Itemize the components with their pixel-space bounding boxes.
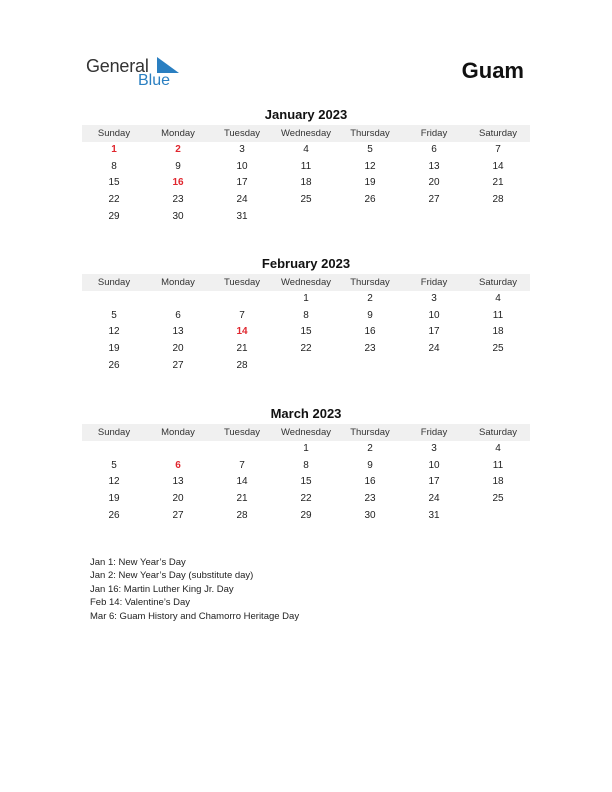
day-cell: 13 xyxy=(172,326,184,338)
day-cell: 29 xyxy=(108,210,120,222)
weekday-label: Tuesday xyxy=(223,128,261,139)
day-cell: 20 xyxy=(428,177,440,189)
day-cell: 7 xyxy=(239,459,245,471)
day-cell: 21 xyxy=(236,343,248,355)
day-cell: 16 xyxy=(172,177,184,189)
day-cell: 16 xyxy=(364,326,376,338)
weekday-label: Saturday xyxy=(478,277,518,288)
day-cell: 7 xyxy=(495,144,501,155)
day-cell: 17 xyxy=(428,476,440,488)
day-cell: 5 xyxy=(367,144,373,155)
day-cell: 6 xyxy=(431,144,437,155)
holiday-item: Jan 16: Martin Luther King Jr. Day xyxy=(90,583,234,595)
day-cell: 5 xyxy=(111,459,117,471)
day-cell: 10 xyxy=(428,309,440,321)
month-title: January 2023 xyxy=(264,107,348,122)
day-cell: 4 xyxy=(495,443,501,454)
day-cell: 15 xyxy=(108,177,120,189)
day-cell: 25 xyxy=(300,194,312,206)
day-cell: 11 xyxy=(492,459,504,471)
empty-day-cell xyxy=(210,441,274,458)
month-march xyxy=(82,406,530,524)
empty-day-cell xyxy=(466,358,530,375)
day-cell: 23 xyxy=(172,194,184,206)
empty-day-cell xyxy=(338,209,402,226)
day-cell: 19 xyxy=(364,177,376,189)
day-cell: 10 xyxy=(428,459,440,471)
day-cell: 7 xyxy=(239,309,245,321)
empty-day-cell xyxy=(402,209,466,226)
day-cell: 28 xyxy=(236,359,248,371)
day-cell: 1 xyxy=(303,443,309,454)
day-cell: 16 xyxy=(364,476,376,488)
weekday-label: Thursday xyxy=(350,277,390,288)
weekday-label: Monday xyxy=(161,277,195,288)
logo-blue-text: Blue xyxy=(138,72,171,89)
weekday-label: Monday xyxy=(161,427,195,438)
day-cell: 14 xyxy=(236,326,248,338)
country-title: Guam xyxy=(461,58,524,83)
day-cell: 20 xyxy=(172,493,184,505)
day-cell: 26 xyxy=(108,359,120,371)
day-cell: 27 xyxy=(428,194,440,206)
empty-day-cell xyxy=(82,441,146,458)
day-cell: 29 xyxy=(300,509,312,521)
day-cell: 12 xyxy=(108,476,120,488)
holiday-item: Jan 2: New Year’s Day (substitute day) xyxy=(90,570,254,582)
day-cell: 10 xyxy=(236,160,248,172)
weekday-label: Sunday xyxy=(97,128,131,139)
weekday-label: Friday xyxy=(420,128,448,139)
day-cell: 20 xyxy=(172,343,184,355)
holiday-item: Jan 1: New Year’s Day xyxy=(90,557,186,568)
empty-day-cell xyxy=(338,358,402,375)
weekday-header xyxy=(82,125,530,142)
month-january xyxy=(82,107,530,225)
day-cell: 13 xyxy=(428,160,440,172)
weekday-label: Sunday xyxy=(97,277,131,288)
day-cell: 11 xyxy=(492,309,504,321)
day-cell: 11 xyxy=(300,160,312,172)
day-cell: 31 xyxy=(428,509,440,521)
day-cell: 8 xyxy=(111,160,117,172)
month-february xyxy=(82,256,530,374)
weekday-label: Sunday xyxy=(97,427,131,438)
day-cell: 9 xyxy=(367,309,373,321)
weekday-label: Saturday xyxy=(478,128,518,139)
day-grid xyxy=(82,291,530,374)
holiday-list xyxy=(90,556,299,623)
holiday-item: Feb 14: Valentine’s Day xyxy=(90,597,190,609)
day-cell: 26 xyxy=(364,194,376,206)
day-cell: 28 xyxy=(236,509,248,521)
holiday-item: Mar 6: Guam History and Chamorro Heritage Day xyxy=(90,610,300,622)
day-grid xyxy=(82,441,530,524)
day-cell: 30 xyxy=(172,210,184,222)
day-cell: 23 xyxy=(364,493,376,505)
day-cell: 2 xyxy=(175,144,181,155)
day-cell: 4 xyxy=(303,144,309,155)
day-cell: 27 xyxy=(172,509,184,521)
day-cell: 12 xyxy=(364,160,376,172)
day-cell: 26 xyxy=(108,509,120,521)
weekday-label: Wednesday xyxy=(281,427,331,438)
day-cell: 9 xyxy=(175,160,181,172)
generalblue-logo xyxy=(86,54,196,94)
empty-day-cell xyxy=(466,508,530,525)
day-cell: 21 xyxy=(236,493,248,505)
day-cell: 3 xyxy=(239,144,245,155)
day-cell: 17 xyxy=(236,177,248,189)
weekday-label: Wednesday xyxy=(281,128,331,139)
day-cell: 13 xyxy=(172,476,184,488)
empty-day-cell xyxy=(210,291,274,308)
day-cell: 5 xyxy=(111,309,117,321)
day-cell: 14 xyxy=(236,476,248,488)
day-cell: 24 xyxy=(428,493,440,505)
day-cell: 24 xyxy=(428,343,440,355)
weekday-label: Saturday xyxy=(478,427,518,438)
empty-day-cell xyxy=(402,358,466,375)
day-cell: 21 xyxy=(492,177,504,189)
empty-day-cell xyxy=(466,209,530,226)
day-cell: 18 xyxy=(492,326,504,338)
day-cell: 25 xyxy=(492,493,504,505)
day-cell: 14 xyxy=(492,160,504,172)
day-cell: 19 xyxy=(108,493,120,505)
empty-day-cell xyxy=(274,209,338,226)
day-cell: 18 xyxy=(300,177,312,189)
day-cell: 8 xyxy=(303,459,309,471)
day-cell: 2 xyxy=(367,443,373,454)
weekday-label: Wednesday xyxy=(281,277,331,288)
day-cell: 23 xyxy=(364,343,376,355)
day-cell: 24 xyxy=(236,194,248,206)
logo-triangle-icon xyxy=(157,57,179,73)
weekday-label: Thursday xyxy=(350,128,390,139)
day-cell: 15 xyxy=(300,476,312,488)
day-grid xyxy=(82,142,530,225)
day-cell: 19 xyxy=(108,343,120,355)
day-cell: 9 xyxy=(367,459,373,471)
day-cell: 6 xyxy=(175,309,181,321)
weekday-header xyxy=(82,424,530,441)
day-cell: 1 xyxy=(111,144,117,155)
month-title: March 2023 xyxy=(270,406,342,421)
weekday-label: Tuesday xyxy=(223,277,261,288)
day-cell: 22 xyxy=(300,493,312,505)
day-cell: 4 xyxy=(495,293,501,304)
empty-day-cell xyxy=(146,441,210,458)
day-cell: 27 xyxy=(172,359,184,371)
day-cell: 22 xyxy=(108,194,120,206)
weekday-label: Friday xyxy=(420,427,448,438)
day-cell: 2 xyxy=(367,293,373,304)
day-cell: 31 xyxy=(236,210,248,222)
weekday-header xyxy=(82,274,530,291)
day-cell: 15 xyxy=(300,326,312,338)
empty-day-cell xyxy=(274,358,338,375)
day-cell: 3 xyxy=(431,443,437,454)
day-cell: 6 xyxy=(175,459,181,471)
day-cell: 3 xyxy=(431,293,437,304)
weekday-label: Thursday xyxy=(350,427,390,438)
day-cell: 18 xyxy=(492,476,504,488)
weekday-label: Friday xyxy=(420,277,448,288)
weekday-label: Tuesday xyxy=(223,427,261,438)
day-cell: 25 xyxy=(492,343,504,355)
day-cell: 8 xyxy=(303,309,309,321)
weekday-label: Monday xyxy=(161,128,195,139)
day-cell: 12 xyxy=(108,326,120,338)
day-cell: 17 xyxy=(428,326,440,338)
day-cell: 30 xyxy=(364,509,376,521)
day-cell: 22 xyxy=(300,343,312,355)
day-cell: 28 xyxy=(492,194,504,206)
day-cell: 1 xyxy=(303,293,309,304)
empty-day-cell xyxy=(146,291,210,308)
month-title: February 2023 xyxy=(261,256,351,271)
empty-day-cell xyxy=(82,291,146,308)
logo-general-text: General xyxy=(86,56,149,76)
